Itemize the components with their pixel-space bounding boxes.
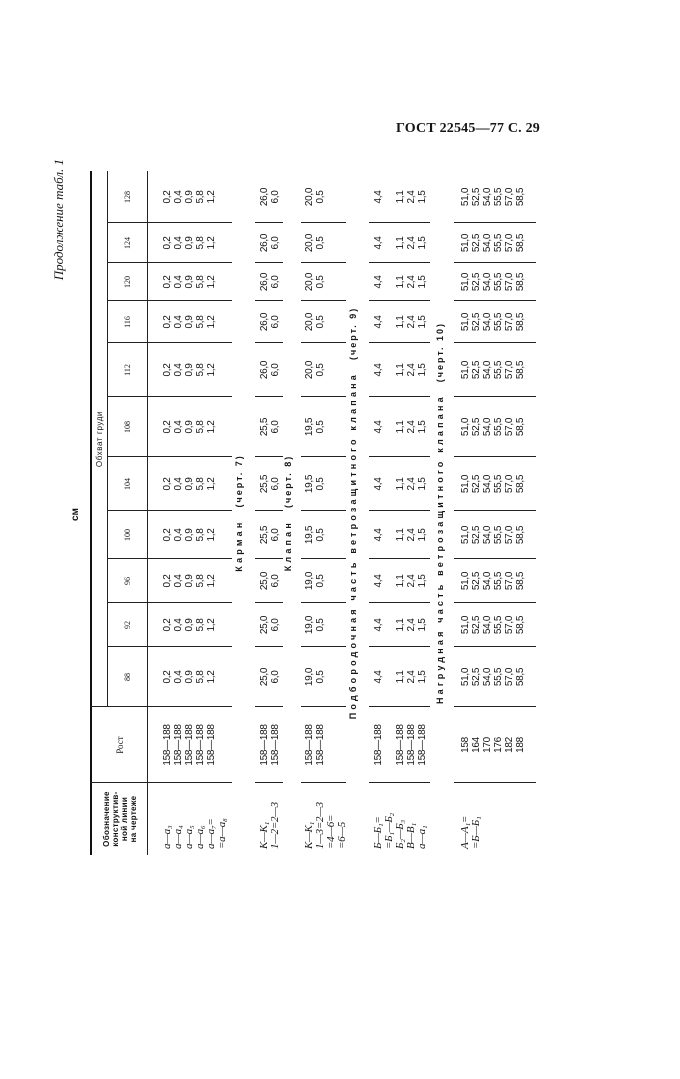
- header-chest-108: 108: [122, 421, 132, 433]
- value-cell-100: 19,5 0,5: [304, 525, 326, 545]
- row-designation: К—К₁ 1—3=2—3 =4—6= =6—5: [303, 802, 348, 849]
- value-cell-124: 20,0 0,5: [304, 233, 326, 253]
- value-cell-116: 0,2 0,4 0,9 5,8 1,2: [162, 315, 217, 329]
- header-column-rule: [107, 222, 147, 223]
- header-column-rule: [107, 342, 147, 343]
- value-cell-92: 4,4 1,1 2,4 1,5: [373, 618, 428, 632]
- section-figure-ref: (черт. 8): [283, 454, 293, 508]
- value-cell-120: 4,4 1,1 2,4 1,5: [373, 275, 428, 289]
- value-cell-96: 0,2 0,4 0,9 5,8 1,2: [162, 574, 217, 588]
- value-cell-124: 0,2 0,4 0,9 5,8 1,2: [162, 236, 217, 250]
- value-cell-112: 26,0 6,0: [259, 360, 281, 380]
- value-cell-128: 20,0 0,5: [304, 187, 326, 207]
- row-height-range: 158—188 158—188: [259, 724, 281, 766]
- value-cell-104: 25,5 6,0: [259, 474, 281, 494]
- section-figure-ref: (черт. 10): [435, 321, 445, 383]
- value-cell-112: 20,0 0,5: [304, 360, 326, 380]
- header-chest-116: 116: [122, 316, 132, 328]
- value-cell-100: 4,4 1,1 2,4 1,5: [373, 528, 428, 542]
- value-cell-96: 25,0 6,0: [259, 571, 281, 591]
- header-bottom-rule: [147, 171, 148, 855]
- value-cell-104: 19,5 0,5: [304, 474, 326, 494]
- header-column-rule: [107, 456, 147, 457]
- value-cell-96: 51,0 52,5 54,0 55,5 57,0 58,5: [460, 571, 526, 591]
- header-designation: Обозначение конструктив- ной линии на чертеже: [101, 791, 138, 847]
- header-chest-104: 104: [122, 478, 132, 490]
- row-designation: а—а₃ а—а₄ а—а₅ а—а₆ а—а₇= =а—а₈: [161, 818, 228, 849]
- value-cell-120: 0,2 0,4 0,9 5,8 1,2: [162, 275, 217, 289]
- section-title: [435, 171, 446, 855]
- row-designation: К—К₁ 1—2=2—3: [258, 802, 281, 849]
- header-chest-124: 124: [122, 237, 132, 249]
- header-column-rule: [107, 262, 147, 263]
- header-chest-group: Обхват груди: [95, 410, 104, 468]
- value-cell-120: 26,0 6,0: [259, 272, 281, 292]
- value-cell-88: 19,0 0,5: [304, 667, 326, 687]
- header-column-rule: [107, 646, 147, 647]
- header-column-rule: [107, 300, 147, 301]
- section-title: [348, 171, 359, 855]
- header-column-rule: [90, 706, 147, 707]
- value-cell-100: 25,5 6,0: [259, 525, 281, 545]
- section-title: [283, 171, 294, 855]
- section-title-text: Нагрудная часть ветрозащитного клапана: [435, 394, 445, 705]
- header-chest-120: 120: [122, 276, 132, 288]
- row-height-range: 158—188 158—188 158—188 158—188: [373, 724, 428, 766]
- header-height: Рост: [114, 736, 125, 754]
- value-cell-88: 25,0 6,0: [259, 667, 281, 687]
- page-header: ГОСТ 22545—77 С. 29: [396, 121, 540, 136]
- measurements-table: [90, 171, 550, 855]
- header-chest-100: 100: [122, 529, 132, 541]
- value-cell-96: 19,0 0,5: [304, 571, 326, 591]
- value-cell-104: 51,0 52,5 54,0 55,5 57,0 58,5: [460, 474, 526, 494]
- value-cell-104: 4,4 1,1 2,4 1,5: [373, 477, 428, 491]
- value-cell-88: 51,0 52,5 54,0 55,5 57,0 58,5: [460, 667, 526, 687]
- value-cell-108: 4,4 1,1 2,4 1,5: [373, 420, 428, 434]
- value-cell-128: 4,4 1,1 2,4 1,5: [373, 190, 428, 204]
- value-cell-116: 20,0 0,5: [304, 312, 326, 332]
- value-cell-120: 51,0 52,5 54,0 55,5 57,0 58,5: [460, 272, 526, 292]
- section-title: [234, 171, 245, 855]
- row-height-range: 158—188 158—188: [304, 724, 326, 766]
- rotated-table-page: [45, 155, 565, 855]
- header-chest-112: 112: [122, 364, 132, 376]
- section-title-text: Клапан: [283, 519, 293, 572]
- value-cell-108: 19,5 0,5: [304, 417, 326, 437]
- header-chest-128: 128: [122, 191, 132, 203]
- value-cell-92: 19,0 0,5: [304, 615, 326, 635]
- value-cell-116: 26,0 6,0: [259, 312, 281, 332]
- header-column-rule: [107, 558, 147, 559]
- value-cell-112: 51,0 52,5 54,0 55,5 57,0 58,5: [460, 360, 526, 380]
- header-column-rule: [107, 510, 147, 511]
- header-column-rule: [90, 782, 147, 783]
- value-cell-112: 0,2 0,4 0,9 5,8 1,2: [162, 363, 217, 377]
- header-column-rule: [107, 396, 147, 397]
- unit-label: см: [70, 508, 81, 521]
- value-cell-124: 4,4 1,1 2,4 1,5: [373, 236, 428, 250]
- value-cell-88: 4,4 1,1 2,4 1,5: [373, 670, 428, 684]
- value-cell-128: 0,2 0,4 0,9 5,8 1,2: [162, 190, 217, 204]
- row-height-range: 158—188 158—188 158—188 158—188 158—188: [162, 724, 217, 766]
- section-title-text: Подбородочная часть ветрозащитного клапана: [348, 372, 358, 720]
- value-cell-100: 0,2 0,4 0,9 5,8 1,2: [162, 528, 217, 542]
- value-cell-108: 51,0 52,5 54,0 55,5 57,0 58,5: [460, 417, 526, 437]
- header-chest-96: 96: [122, 577, 132, 585]
- value-cell-92: 25,0 6,0: [259, 615, 281, 635]
- value-cell-124: 26,0 6,0: [259, 233, 281, 253]
- value-cell-116: 4,4 1,1 2,4 1,5: [373, 315, 428, 329]
- value-cell-120: 20,0 0,5: [304, 272, 326, 292]
- section-figure-ref: (черт. 9): [348, 306, 358, 360]
- value-cell-92: 51,0 52,5 54,0 55,5 57,0 58,5: [460, 615, 526, 635]
- section-figure-ref: (черт. 7): [234, 454, 244, 508]
- value-cell-128: 51,0 52,5 54,0 55,5 57,0 58,5: [460, 187, 526, 207]
- value-cell-116: 51,0 52,5 54,0 55,5 57,0 58,5: [460, 312, 526, 332]
- value-cell-92: 0,2 0,4 0,9 5,8 1,2: [162, 618, 217, 632]
- row-designation: Б—Б₁= =Б₁—Б₂ Б₂—Б₃ В—В₁ а—а₁: [372, 812, 428, 849]
- row-height-range: 158 164 170 176 182 188: [460, 737, 526, 753]
- value-cell-112: 4,4 1,1 2,4 1,5: [373, 363, 428, 377]
- header-chest-88: 88: [122, 673, 132, 681]
- value-cell-108: 25,5 6,0: [259, 417, 281, 437]
- value-cell-100: 51,0 52,5 54,0 55,5 57,0 58,5: [460, 525, 526, 545]
- header-chest-92: 92: [122, 621, 132, 629]
- value-cell-128: 26,0 6,0: [259, 187, 281, 207]
- value-cell-96: 4,4 1,1 2,4 1,5: [373, 574, 428, 588]
- row-designation: А—А₁= =Б—Б₁: [459, 816, 482, 849]
- section-title-text: Карман: [234, 519, 244, 572]
- value-cell-88: 0,2 0,4 0,9 5,8 1,2: [162, 670, 217, 684]
- header-column-rule: [107, 602, 147, 603]
- table-continuation-caption: Продолжение табл. 1: [51, 159, 66, 281]
- value-cell-104: 0,2 0,4 0,9 5,8 1,2: [162, 477, 217, 491]
- value-cell-124: 51,0 52,5 54,0 55,5 57,0 58,5: [460, 233, 526, 253]
- value-cell-108: 0,2 0,4 0,9 5,8 1,2: [162, 420, 217, 434]
